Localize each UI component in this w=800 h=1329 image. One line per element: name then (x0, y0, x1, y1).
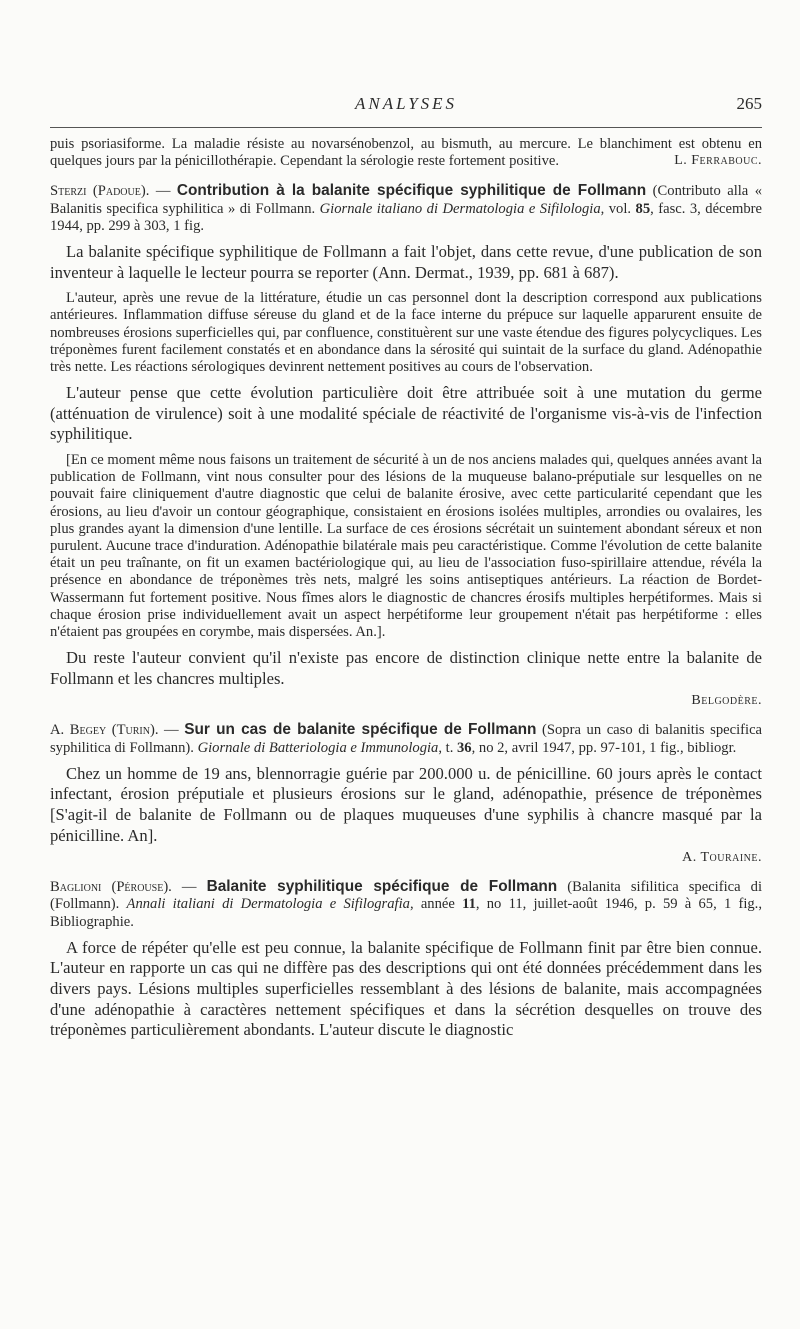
abstract-ferrabouc (50, 136, 762, 169)
reference-volume-prefix: , vol. (600, 200, 636, 217)
abstract-paragraph: Du reste l'auteur convient qu'il n'existe pas encore de distinction clinique nette entre la balanite de Follmann et les chancres multiples. (50, 648, 762, 688)
abstract-paragraph: Chez un homme de 19 ans, blennorragie guérie par 200.000 u. de pénicilline. 60 jours après le contact infectant, érosion préputiale et plusieurs érosions sur le gland, adénopathie, présence de tréponèmes [S'agit-il de balanite de Follmann ou de plaques muqueuses d'une syphilis à chancre masqué par la pénicilline. An]. (50, 763, 762, 845)
page-number: 265 (736, 94, 762, 113)
journal-volume: 36 (457, 739, 472, 756)
journal-name: Giornale italiano di Dermatologia e Sifilologia (319, 200, 601, 217)
abstract-title: Balanite syphilitique spécifique de Follmann (206, 878, 558, 896)
abstract-paragraph: L'auteur pense que cette évolution particulière doit être attribuée soit à une mutation du germe (atténuation de virulence) soit à une modalité spéciale de réactivité de l'organisme vis-à-vis de l'infection syphilitique. (50, 383, 762, 444)
reference-volume-prefix: , année (409, 896, 463, 913)
abstract-signature: A. Touraine. (682, 850, 762, 866)
abstract-title: Contribution à la balanite spécifique syphilitique de Follmann (176, 182, 647, 200)
reference-volume-prefix: , t. (438, 739, 457, 756)
journal-name: Giornale di Batteriologia e Immunologia (197, 739, 439, 756)
abstract-baglioni (50, 878, 762, 1041)
reference-prefix: (Contributo alla « Balanitis specifica syphilitica » di Follmann. (50, 183, 763, 217)
abstract-citation: Sterzi (Padoue). — Contribution à la balanite spécifique syphilitique de Follmann (Contributo alla « Balanitis specifica syphilitica » di Follmann. Giornale italiano di Dermatologia e Sifilologia, vol. 85, fasc. 3, décembre 1944, pp. 299 à 303, 1 fig. (50, 182, 763, 234)
abstract-author: Baglioni (Pérouse). (50, 879, 172, 896)
page-content (50, 136, 762, 1041)
reference-prefix: (Balanita sifilitica specifica di (Follmann). (50, 879, 763, 913)
abstract-signature: L. Ferrabouc. (674, 153, 762, 169)
abstract-author: Sterzi (Padoue). (50, 183, 150, 200)
journal-volume: 85 (635, 200, 651, 217)
journal-volume: 11 (462, 896, 476, 913)
abstract-paragraph: puis psoriasiforme. La maladie résiste au novarsénobenzol, au bismuth, au mercure. Le blanchiment est obtenu en quelques jours par la pénicillothérapie. Cependant la sérologie reste fortement positive. (50, 136, 762, 170)
abstract-author: A. Begey (Turin). (50, 722, 159, 739)
header-rule (50, 127, 762, 128)
abstract-title: Sur un cas de balanite spécifique de Follmann (184, 721, 537, 739)
abstract-sterzi (50, 182, 762, 709)
abstract-begey (50, 721, 762, 866)
abstract-signature: Belgodère. (691, 693, 762, 709)
abstract-paragraph: A force de répéter qu'elle est peu connue, la balanite spécifique de Follmann finit par être bien connue. L'auteur en rapporte un cas qui ne diffère pas des descriptions qui ont été données précédemment dans les divers pays. Lésions multiples superficielles ressemblant à des lésions de balanite, mais accompagnées d'une adénopathie à caractères nettement spécifiques et dans la sécrétion desquelles on trouve des tréponèmes particulièrement abondants. L'auteur discute le diagnostic (50, 937, 762, 1040)
abstract-paragraph: L'auteur, après une revue de la littérature, étudie un cas personnel dont la description correspond aux publications antérieures. Inflammation diffuse séreuse du gland et de la face interne du prépuce sur laquelle apparurent ensuite de nombreuses érosions superficielles qui, par confluence, constituèrent sur une vaste étendue des figures polycycliques. Les tréponèmes furent facilement constatés et en abondance dans la sérosité qui suintait de la surface du gland. Adénopathie très nette. Les réactions sérologiques devinrent nettement positives au cours de l'observation. (50, 290, 762, 376)
running-header (50, 94, 762, 120)
abstract-citation: A. Begey (Turin). — Sur un cas de balanite spécifique de Follmann (Sopra un caso di balanitis specifica syphilitica di Follmann). Giornale di Batteriologia e Immunologia, t. 36, no 2, avril 1947, pp. 97-101, 1 fig., bibliogr. (50, 721, 763, 756)
reference-suffix: , no 11, juillet-août 1946, p. 59 à 65, 1 fig., Bibliographie. (50, 896, 762, 930)
abstract-citation: Baglioni (Pérouse). — Balanite syphilitique spécifique de Follmann (Balanita sifilitica specifica di (Follmann). Annali italiani di Dermatologia e Sifilografia, année 11, no 11, juillet-août 1946, p. 59 à 65, 1 fig., Bibliographie. (50, 878, 763, 930)
reference-suffix: , fasc. 3, décembre 1944, pp. 299 à 303, 1 fig. (50, 200, 762, 234)
journal-name: Annali italiani di Dermatologia e Sifilografia (126, 896, 410, 913)
editor-note-paragraph: [En ce moment même nous faisons un traitement de sécurité à un de nos anciens malades qui, quelques années avant la publication de Follmann, vint nous consulter pour des lésions de la muqueuse balano-préputiale sur lesquelles on ne pouvait faire cliniquement d'autre diagnostic que celui de balanite érosive, avec cette particularité cependant que les érosions, au lieu d'avoir un contour géographique, consistaient en érosions isolées multiples, arrondies ou ovalaires, les plus grandes ayant la dimension d'une lentille. La surface de ces érosions sécrétait un suintement abondant séreux et non purulent. Aucune trace d'induration. Adénopathie bilatérale mais peu caractéristique. Comme l'évolution de cette balanite était un peu traînante, on fit un examen bactériologique qui, au lieu de l'association fuso-spirillaire attendue, révéla la présence en abondance de tréponèmes très nets, malgré les soins antiseptiques antérieurs. La réaction de Bordet-Wassermann fut fortement positive. Nous fîmes alors le diagnostic de chancres érosifs multiples herpétiformes. Mais si chaque érosion prise individuellement avait un aspect herpétiforme leur groupement n'était pas herpétiforme : elles n'étaient pas groupées en corymbe, mais dispersées. An.]. (50, 452, 762, 641)
abstract-paragraph: La balanite spécifique syphilitique de Follmann a fait l'objet, dans cette revue, d'une publication de son inventeur à laquelle le lecteur pourra se reporter (Ann. Dermat., 1939, pp. 681 à 687). (50, 242, 762, 282)
reference-suffix: , no 2, avril 1947, pp. 97-101, 1 fig., bibliogr. (471, 739, 737, 756)
reference-prefix: (Sopra un caso di balanitis specifica syphilitica di Follmann). (50, 722, 763, 756)
section-title: ANALYSES (354, 94, 458, 113)
